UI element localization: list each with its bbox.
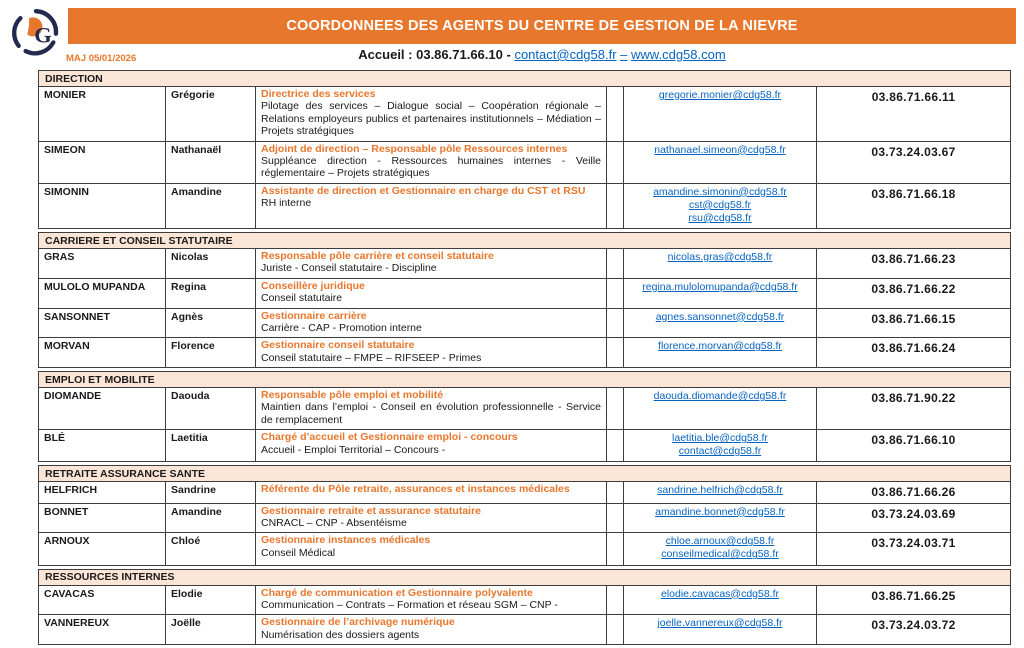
first-name-cell: Florence (166, 338, 256, 367)
email-cell (624, 482, 817, 502)
phone-cell: 03.86.71.66.22 (871, 281, 956, 296)
role-title: Directrice des services (261, 88, 376, 100)
spacer-cell (607, 142, 624, 183)
accueil-label: Accueil : (358, 47, 413, 62)
spacer-cell (607, 586, 624, 615)
table-row (39, 482, 1010, 502)
table-row (39, 503, 1010, 533)
phone-cell: 03.86.71.66.25 (871, 588, 956, 603)
first-name-cell: Nathanaël (166, 142, 256, 183)
spacer-cell (607, 482, 624, 502)
table-row (39, 388, 1010, 429)
email-cell (624, 309, 817, 338)
accueil-contact-line (68, 47, 1016, 62)
spacer-cell (607, 615, 624, 644)
email-cell (624, 249, 817, 278)
spacer-cell (607, 309, 624, 338)
last-name-cell: VANNEREUX (39, 615, 166, 644)
role-description: Carrière - CAP - Promotion interne (261, 321, 422, 334)
first-name-cell: Elodie (166, 586, 256, 615)
section-header: DIRECTION (39, 71, 1010, 87)
spacer-cell (607, 533, 624, 564)
cdg58-logo (10, 6, 62, 58)
role-description: Conseil statutaire (261, 292, 343, 305)
role-cell (256, 338, 607, 367)
last-name-cell: MULOLO MUPANDA (39, 279, 166, 308)
last-name-cell: SANSONNET (39, 309, 166, 338)
role-cell (256, 388, 607, 429)
phone-cell: 03.73.24.03.72 (871, 618, 956, 633)
last-name-cell: GRAS (39, 249, 166, 278)
page-title: COORDONNEES DES AGENTS DU CENTRE DE GESTION DE LA NIEVRE (286, 18, 798, 34)
email-cell (624, 87, 817, 141)
role-title: Chargé d’accueil et Gestionnaire emploi - concours (261, 431, 518, 444)
role-description: Juriste - Conseil statutaire - Discipline (261, 262, 437, 275)
section-header: CARRIERE ET CONSEIL STATUTAIRE (39, 233, 1010, 249)
email-cell (624, 615, 817, 644)
email-cell (624, 142, 817, 183)
email-link[interactable]: gregorie.monier@cdg58.fr (658, 89, 782, 101)
first-name-cell: Laetitia (166, 430, 256, 461)
email-cell (624, 586, 817, 615)
role-cell (256, 309, 607, 338)
role-description: Conseil Médical (261, 546, 336, 559)
update-date: MAJ 05/01/2026 (66, 53, 137, 64)
role-cell (256, 142, 607, 183)
role-description: Numérisation des dossiers agents (261, 628, 420, 641)
table-row (39, 429, 1010, 461)
role-title: Conseillère juridique (261, 279, 365, 292)
email-link[interactable]: nicolas.gras@cdg58.fr (667, 251, 773, 263)
section-header: EMPLOI ET MOBILITE (39, 372, 1010, 388)
phone-cell: 03.73.24.03.69 (871, 506, 956, 521)
email-cell (624, 388, 817, 429)
spacer-cell (607, 430, 624, 461)
phone-cell: 03.73.24.03.67 (871, 144, 956, 159)
last-name-cell: MONIER (39, 87, 166, 141)
phone-cell: 03.86.71.66.11 (871, 90, 956, 104)
email-link[interactable]: laetitia.ble@cdg58.fr (672, 432, 768, 445)
email-link[interactable]: amandine.simonin@cdg58.fr (653, 185, 787, 198)
phone-cell: 03.86.71.66.24 (871, 341, 956, 356)
role-title: Assistante de direction et Gestionnaire en charge du CST et RSU (261, 184, 586, 197)
accueil-phone: 03.86.71.66.10 (416, 47, 503, 62)
role-cell (256, 87, 607, 141)
accueil-email-link[interactable]: contact@cdg58.fr (514, 47, 617, 62)
role-cell (256, 249, 607, 278)
email-cell (624, 533, 817, 564)
role-description: RH interne (261, 197, 312, 209)
separator: - (506, 47, 511, 62)
email-cell (624, 430, 817, 461)
table-row (39, 614, 1010, 644)
email-link[interactable]: chloe.arnoux@cdg58.fr (665, 535, 775, 548)
role-cell (256, 430, 607, 461)
role-title: Gestionnaire conseil statutaire (261, 339, 415, 352)
phone-cell: 03.86.71.66.15 (871, 311, 956, 326)
first-name-cell: Agnès (166, 309, 256, 338)
last-name-cell: CAVACAS (39, 586, 166, 615)
email-cell (624, 338, 817, 367)
email-link[interactable]: contact@cdg58.fr (678, 445, 762, 458)
title-banner (68, 8, 1016, 44)
role-description: Accueil - Emploi Territorial – Concours - (261, 443, 446, 456)
table-row (39, 532, 1010, 564)
spacer-cell (607, 504, 624, 533)
last-name-cell: MORVAN (39, 338, 166, 367)
table-row (39, 183, 1010, 228)
phone-cell: 03.86.71.66.23 (871, 252, 956, 266)
role-title: Gestionnaire de l’archivage numérique (261, 616, 455, 629)
first-name-cell: Nicolas (166, 249, 256, 278)
table-row (39, 249, 1010, 278)
spacer-cell (607, 249, 624, 278)
table-section (38, 232, 1011, 368)
email-link[interactable]: agnes.sansonnet@cdg58.fr (655, 310, 785, 323)
first-name-cell: Grégorie (166, 87, 256, 141)
role-cell (256, 184, 607, 228)
first-name-cell: Regina (166, 279, 256, 308)
table-section (38, 70, 1011, 229)
table-section (38, 569, 1011, 646)
role-title: Responsable pôle carrière et conseil statutaire (261, 250, 494, 262)
first-name-cell: Joëlle (166, 615, 256, 644)
role-cell (256, 533, 607, 564)
phone-cell: 03.86.71.90.22 (871, 391, 956, 405)
last-name-cell: SIMEON (39, 142, 166, 183)
first-name-cell: Amandine (166, 504, 256, 533)
email-link[interactable]: amandine.bonnet@cdg58.fr (655, 505, 785, 518)
spacer-cell (607, 388, 624, 429)
svg-text:G: G (34, 22, 52, 48)
table-row (39, 337, 1010, 367)
first-name-cell: Chloé (166, 533, 256, 564)
email-cell (624, 504, 817, 533)
spacer-cell (607, 184, 624, 228)
email-cell (624, 279, 817, 308)
phone-cell: 03.86.71.66.26 (871, 485, 956, 500)
role-cell (256, 615, 607, 644)
first-name-cell: Amandine (166, 184, 256, 228)
phone-cell: 03.86.71.66.10 (871, 433, 956, 448)
spacer-cell (607, 87, 624, 141)
section-header: RESSOURCES INTERNES (39, 570, 1010, 586)
spacer-cell (607, 279, 624, 308)
last-name-cell: DIOMANDE (39, 388, 166, 429)
role-description: CNRACL – CNP - Absentéisme (261, 516, 407, 529)
role-cell (256, 482, 607, 502)
section-header: RETRAITE ASSURANCE SANTE (39, 466, 1010, 482)
email-link[interactable]: cst@cdg58.fr (688, 198, 751, 211)
role-cell (256, 586, 607, 615)
email-link[interactable]: nathanael.simeon@cdg58.fr (654, 143, 786, 156)
email-link[interactable]: joelle.vannereux@cdg58.fr (657, 617, 783, 630)
agents-table (38, 70, 1011, 648)
role-title: Gestionnaire instances médicales (261, 534, 431, 547)
role-title: Adjoint de direction – Responsable pôle Ressources internes (261, 142, 568, 155)
role-description: Maintien dans l’emploi - Conseil en évolution professionnelle - Service de remplacement (261, 401, 601, 426)
spacer-cell (607, 338, 624, 367)
table-row (39, 586, 1010, 615)
role-description: Pilotage des services – Dialogue social – Coopération régionale – Relations employeurs publics et partenaires institutionnels – Médiation – Projets stratégiques (261, 100, 601, 138)
table-row (39, 141, 1010, 183)
role-title: Référente du Pôle retraite, assurances et instances médicales (261, 483, 570, 496)
role-description: Suppléance direction - Ressources humaines internes - Veille réglementaire – Projets stratégiques (261, 154, 601, 180)
first-name-cell: Daouda (166, 388, 256, 429)
separator-link[interactable]: – (620, 47, 628, 62)
last-name-cell: BLÉ (39, 430, 166, 461)
role-title: Gestionnaire retraite et assurance statutaire (261, 504, 482, 517)
role-cell (256, 504, 607, 533)
role-title: Chargé de communication et Gestionnaire polyvalente (261, 586, 533, 599)
table-row (39, 308, 1010, 338)
email-link[interactable]: regina.mulolomupanda@cdg58.fr (642, 280, 798, 293)
role-description: Communication – Contrats – Formation et réseau SGM – CNP - (261, 598, 558, 611)
email-link[interactable]: rsu@cdg58.fr (688, 211, 752, 224)
first-name-cell: Sandrine (166, 482, 256, 502)
accueil-website-link[interactable]: www.cdg58.com (631, 47, 726, 62)
table-section (38, 465, 1011, 565)
table-row (39, 278, 1010, 308)
table-row (39, 87, 1010, 141)
email-link[interactable]: conseilmedical@cdg58.fr (661, 548, 779, 561)
email-link[interactable]: elodie.cavacas@cdg58.fr (660, 587, 780, 600)
role-title: Responsable pôle emploi et mobilité (261, 389, 444, 401)
email-link[interactable]: daouda.diomande@cdg58.fr (653, 390, 787, 402)
last-name-cell: ARNOUX (39, 533, 166, 564)
table-section (38, 371, 1011, 462)
last-name-cell: SIMONIN (39, 184, 166, 228)
email-cell (624, 184, 817, 228)
last-name-cell: HELFRICH (39, 482, 166, 502)
role-title: Gestionnaire carrière (261, 309, 367, 322)
role-description: Conseil statutaire – FMPE – RIFSEEP - Primes (261, 351, 482, 364)
email-link[interactable]: florence.morvan@cdg58.fr (658, 340, 782, 353)
role-cell (256, 279, 607, 308)
last-name-cell: BONNET (39, 504, 166, 533)
phone-cell: 03.86.71.66.18 (871, 186, 956, 201)
email-link[interactable]: sandrine.helfrich@cdg58.fr (657, 484, 783, 497)
phone-cell: 03.73.24.03.71 (871, 536, 956, 551)
